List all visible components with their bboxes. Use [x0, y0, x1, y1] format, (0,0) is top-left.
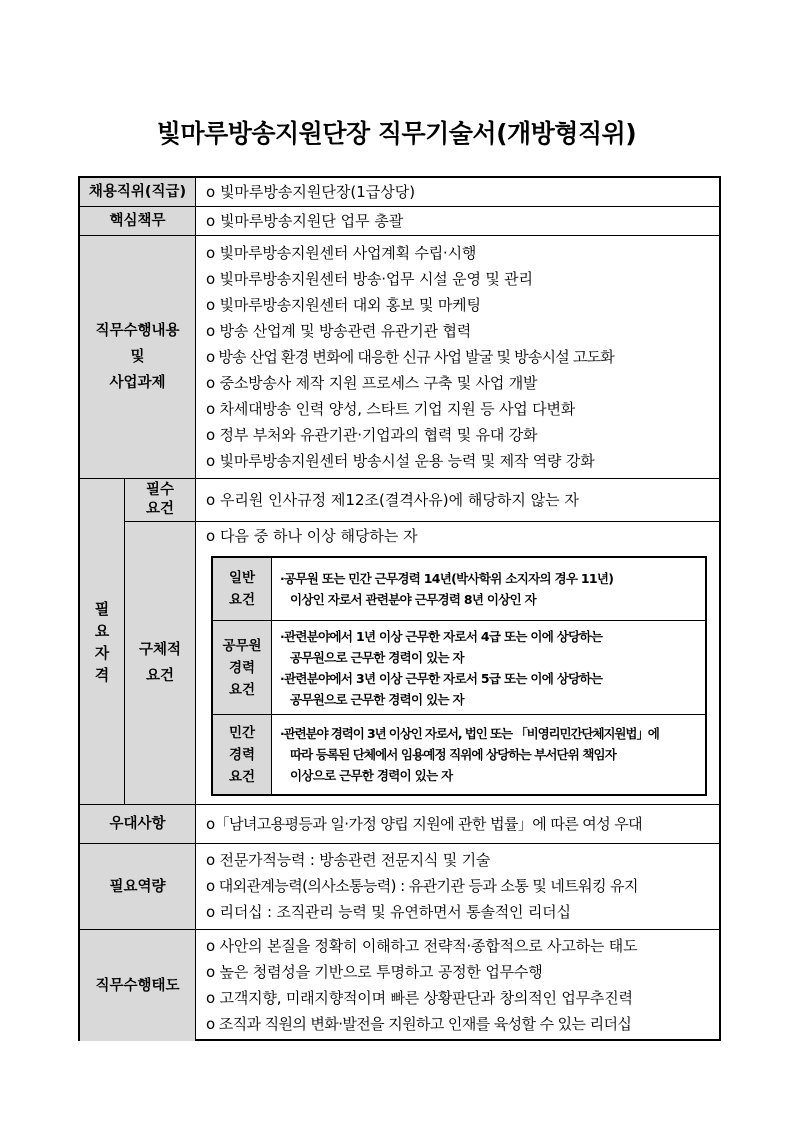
private-label	[213, 714, 271, 794]
specific-label	[124, 521, 195, 804]
specific-label-line1: 구체적	[138, 642, 182, 658]
competency-list	[195, 843, 721, 929]
position-value: o 빛마루방송지원단장(1급상당)	[195, 178, 721, 206]
preference-value	[195, 804, 721, 843]
duty-item: o 빛마루방송지원센터 사업계획 수립·시행	[206, 244, 477, 262]
duties-list	[195, 235, 721, 478]
specific-label-line2: 요건	[145, 668, 174, 684]
qualification-char: 필	[94, 599, 110, 618]
competency-item: o 리더십 : 조직관리 능력 및 유연하면서 통솔적인 리더십	[206, 903, 571, 921]
mandatory-value: o 우리원 인사규정 제12조(결격사유)에 해당하지 않는 자	[195, 478, 721, 521]
position-label: 채용직위(직급)	[80, 178, 195, 206]
duty-item: o 방송 산업 환경 변화에 대응한 신규 사업 발굴 및 방송시설 고도화	[206, 348, 614, 366]
competency-item: o 전문가적능력 : 방송관련 전문지식 및 기술	[206, 851, 491, 869]
general-line: ·공무원 또는 민간 근무경력 14년(박사학위 소지자의 경우 11년)	[280, 571, 614, 586]
general-label-line2: 요건	[228, 592, 256, 608]
public-label	[213, 620, 271, 714]
private-line: 따라 등록된 단체에서 임용예정 직위에 상당하는 부서단위 책임자	[290, 747, 616, 762]
public-label-line3: 요건	[228, 681, 256, 698]
preference-label: 우대사항	[80, 804, 195, 843]
public-line: ·관련분야에서 3년 이상 근무한 자로서 5급 또는 이에 상당하는	[280, 670, 603, 686]
duty-item: o 빛마루방송지원센터 방송시설 운용 능력 및 제작 역량 강화	[206, 452, 595, 470]
preference-text: o「남녀고용평등과 일·가정 양립 지원에 관한 법률」에 따른 여성 우대	[206, 815, 643, 833]
mandatory-label-line1: 필수	[145, 482, 174, 498]
specific-requirements-table	[211, 556, 707, 796]
qualification-label	[80, 478, 124, 804]
qualification-char: 자	[94, 643, 110, 662]
private-line: 이상으로 근무한 경력이 있는 자	[290, 768, 453, 783]
public-label-line1: 공무원	[222, 637, 262, 654]
attitude-item: o 사안의 본질을 정확히 이해하고 전략적·종합적으로 사고하는 태도	[206, 937, 638, 955]
duty-item: o 정부 부처와 유관기관·기업과의 협력 및 유대 강화	[206, 426, 538, 444]
core-duty-value: o 빛마루방송지원단 업무 총괄	[195, 206, 721, 235]
attitude-list	[195, 929, 721, 1041]
qualification-char: 격	[94, 665, 110, 684]
competency-label: 필요역량	[80, 843, 195, 929]
duties-label-line2: 및	[130, 349, 145, 365]
general-line: 이상인 자로서 관련분야 근무경력 8년 이상인 자	[290, 592, 537, 607]
general-label	[213, 558, 271, 620]
competency-item: o 대외관계능력(의사소통능력) : 유관기관 등과 소통 및 네트워킹 유지	[206, 877, 638, 895]
mandatory-label-line2: 요건	[145, 501, 174, 517]
duty-item: o 빛마루방송지원센터 방송·업무 시설 운영 및 관리	[206, 270, 533, 288]
attitude-label: 직무수행태도	[80, 929, 195, 1041]
private-text	[271, 714, 705, 794]
private-line: ·관련분야 경력이 3년 이상인 자로서, 법인 또는 「비영리민간단체지원법」에	[280, 726, 659, 741]
duties-label-line1: 직무수행내용	[95, 323, 180, 339]
mandatory-label	[124, 478, 195, 521]
public-line: 공무원으로 근무한 경력이 있는 자	[290, 649, 464, 665]
specific-intro: o 다음 중 하나 이상 해당하는 자	[195, 521, 721, 804]
public-text	[271, 620, 705, 714]
attitude-item: o 조직과 직원의 변화·발전을 지원하고 인재를 육성할 수 있는 리더십	[206, 1015, 632, 1033]
private-label-line2: 경력	[228, 746, 256, 763]
duty-item: o 방송 산업계 및 방송관련 유관기관 협력	[206, 322, 472, 340]
duties-label-line3: 사업과제	[109, 375, 166, 391]
attitude-item: o 높은 청렴성을 기반으로 투명하고 공정한 업무수행	[206, 963, 543, 981]
private-label-line3: 요건	[228, 768, 256, 785]
document-title: 빛마루방송지원단장 직무기술서(개방형직위)	[156, 119, 637, 148]
attitude-item: o 고객지향, 미래지향적이며 빠른 상황판단과 창의적인 업무추진력	[206, 989, 633, 1007]
public-line: 공무원으로 근무한 경력이 있는 자	[290, 691, 464, 707]
public-label-line2: 경력	[228, 659, 256, 676]
duty-item: o 중소방송사 제작 지원 프로세스 구축 및 사업 개발	[206, 374, 538, 392]
duty-item: o 빛마루방송지원센터 대외 홍보 및 마케팅	[206, 296, 481, 314]
duties-label	[80, 235, 195, 478]
general-text	[271, 558, 705, 620]
duty-item: o 차세대방송 인력 양성, 스타트 기업 지원 등 사업 다변화	[206, 400, 576, 418]
qualification-char: 요	[94, 621, 110, 640]
core-duty-label: 핵심책무	[80, 206, 195, 235]
private-label-line1: 민간	[228, 724, 256, 741]
general-label-line1: 일반	[228, 570, 256, 586]
public-line: ·관련분야에서 1년 이상 근무한 자로서 4급 또는 이에 상당하는	[280, 628, 603, 644]
